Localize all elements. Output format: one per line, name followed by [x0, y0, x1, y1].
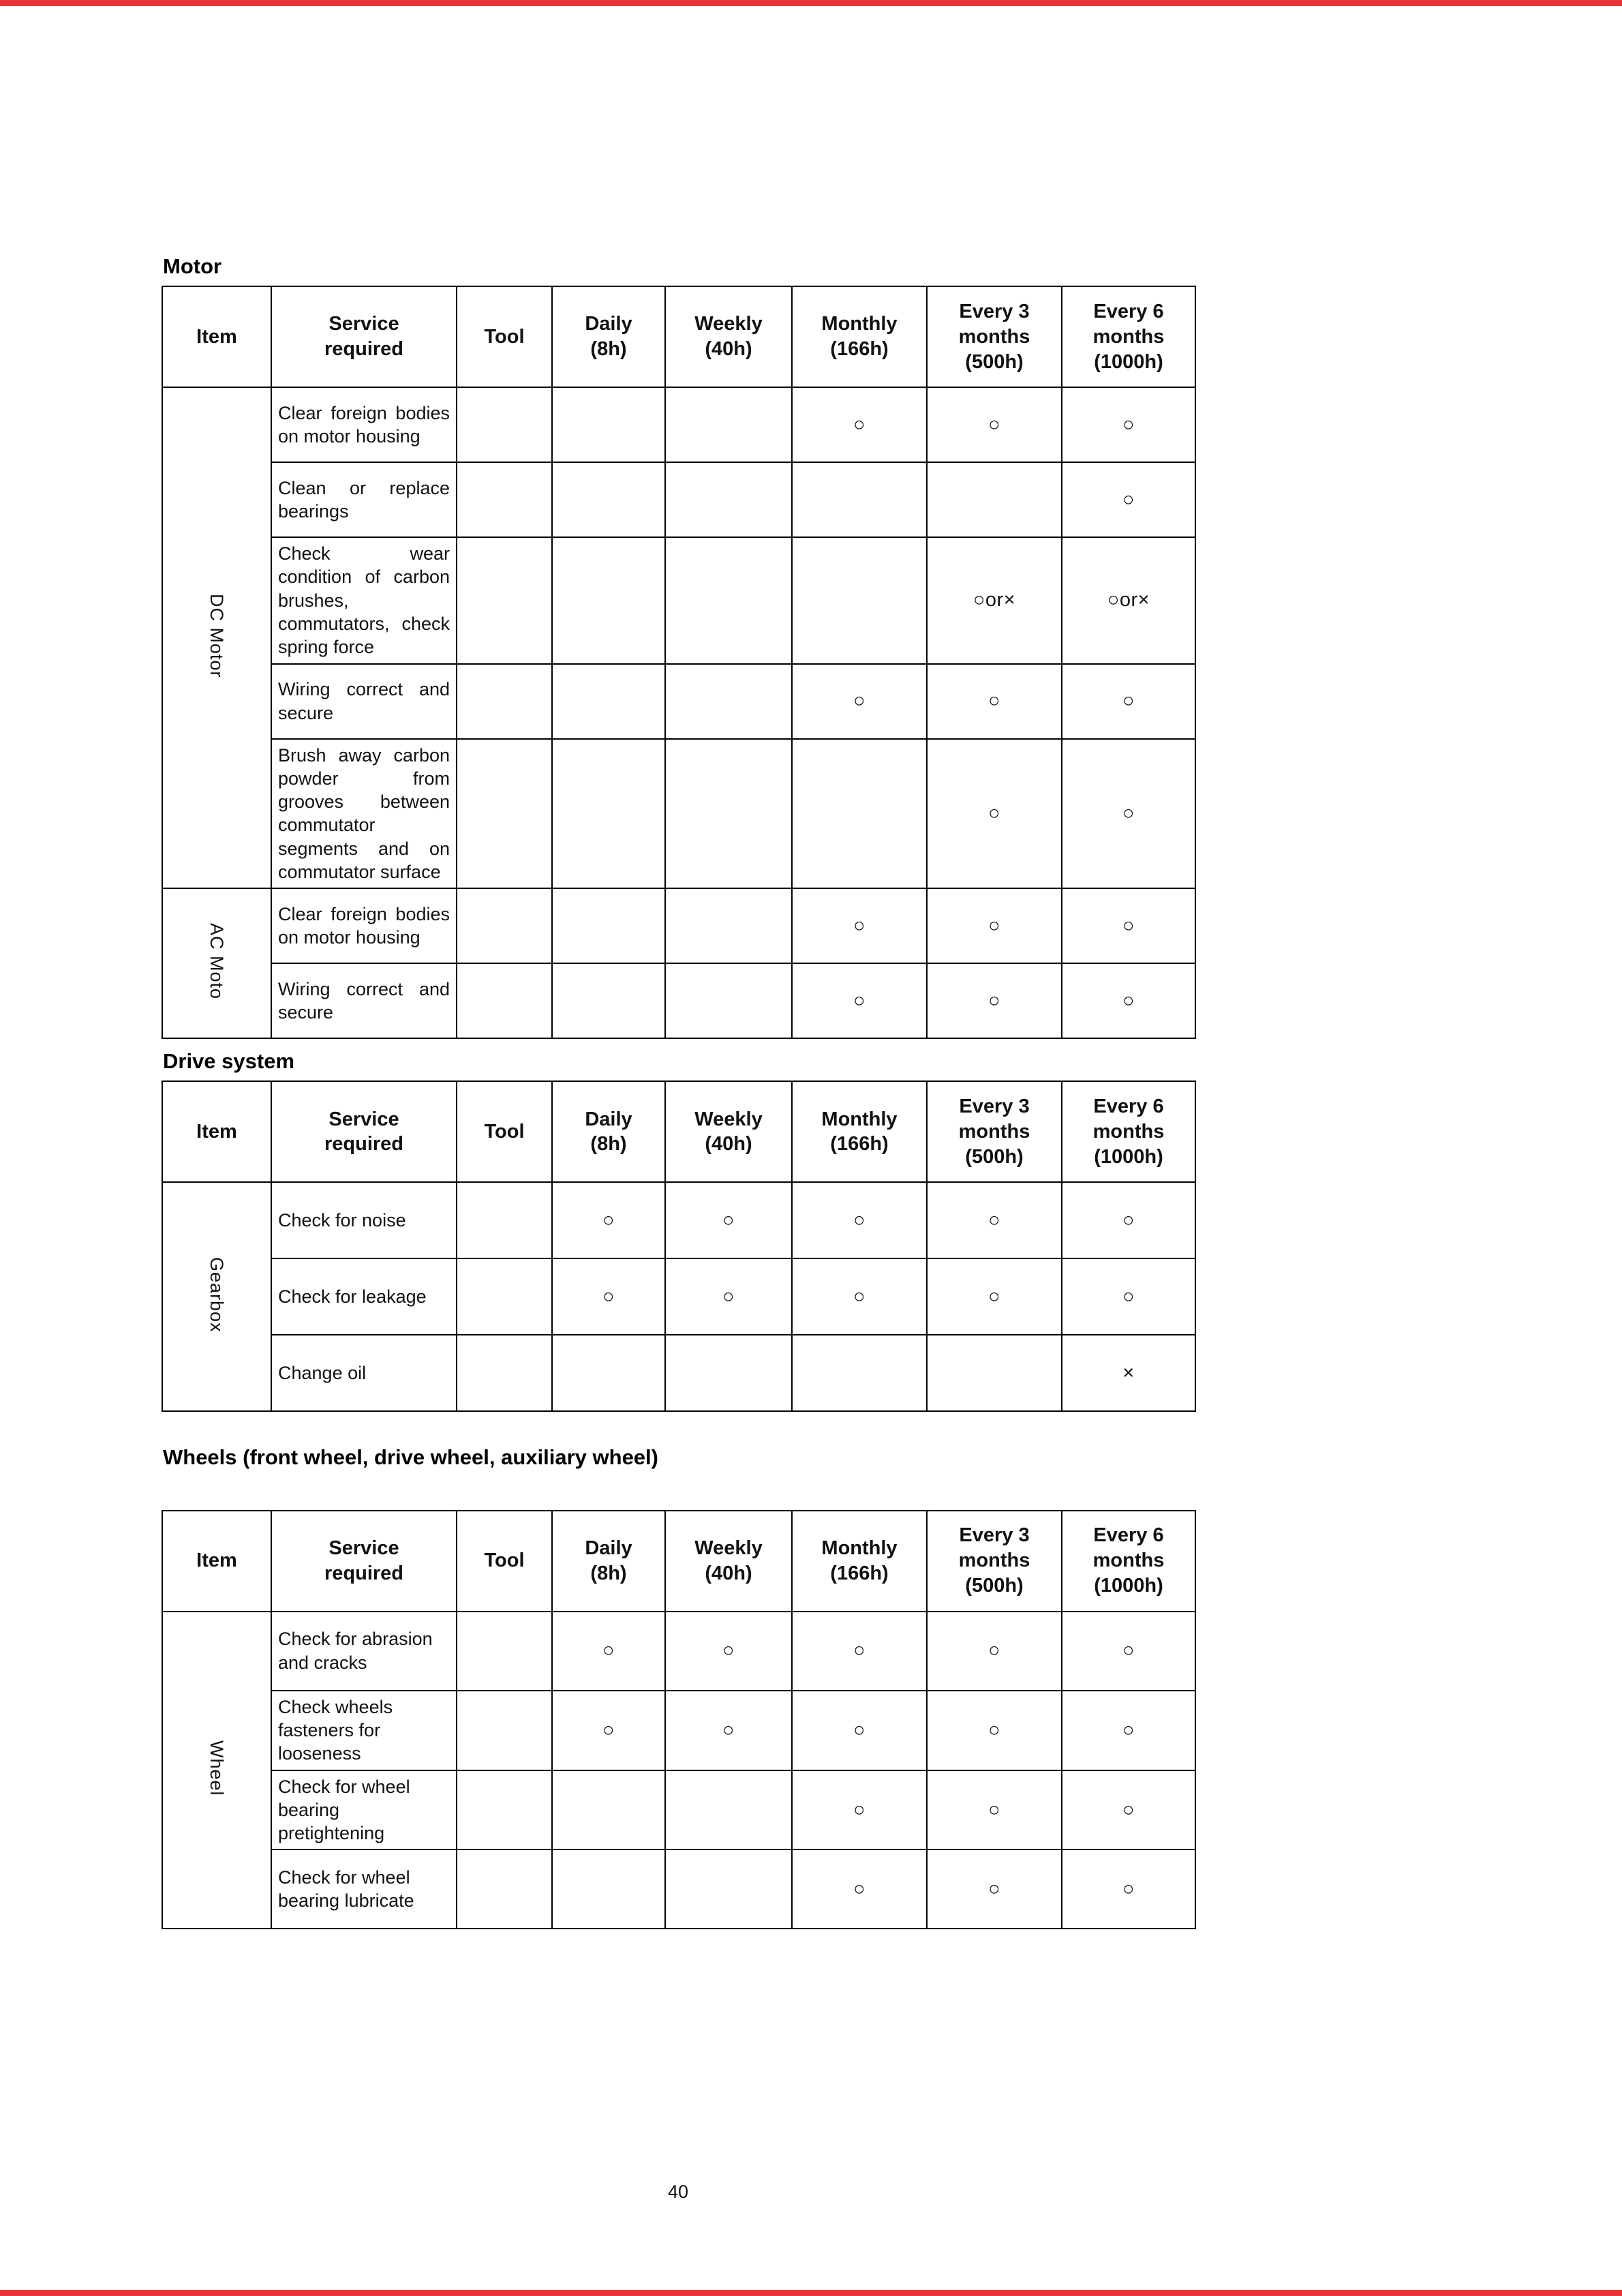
interval-mark-cell: ○: [1062, 1849, 1195, 1929]
interval-mark-cell: ○: [665, 1612, 792, 1691]
interval-empty-cell: [552, 462, 665, 537]
table-row: [162, 462, 1195, 537]
interval-empty-cell: [792, 537, 927, 663]
tool-cell: [457, 1182, 552, 1258]
section-wheels: [162, 1445, 1195, 1929]
maintenance-table-motor: [162, 286, 1196, 1039]
interval-empty-cell: [665, 462, 792, 537]
column-header-5: Monthly (166h): [792, 1081, 927, 1182]
table-row: [162, 1612, 1195, 1691]
item-group-cell: [162, 1612, 271, 1929]
interval-mark-cell: ○: [927, 1849, 1062, 1929]
interval-mark-cell: ○: [1062, 387, 1195, 462]
column-header-2: Tool: [457, 1081, 552, 1182]
column-header-2: Tool: [457, 1511, 552, 1612]
column-header-7: Every 6 months (1000h): [1062, 1081, 1195, 1182]
column-header-5: Monthly (166h): [792, 286, 927, 387]
interval-mark-cell: ○: [927, 387, 1062, 462]
tool-cell: [457, 739, 552, 889]
column-header-6: Every 3 months (500h): [927, 286, 1062, 387]
service-required-cell: Change oil: [271, 1335, 457, 1411]
interval-empty-cell: [665, 664, 792, 739]
column-header-6: Every 3 months (500h): [927, 1081, 1062, 1182]
interval-mark-cell: ○: [792, 387, 927, 462]
column-header-7: Every 6 months (1000h): [1062, 286, 1195, 387]
column-header-1: Service required: [271, 1511, 457, 1612]
interval-empty-cell: [665, 387, 792, 462]
table-row: [162, 1258, 1195, 1335]
column-header-1: Service required: [271, 286, 457, 387]
interval-empty-cell: [552, 1335, 665, 1411]
service-required-cell: Check wear condition of carbon brushes, commutators, check spring force: [271, 537, 457, 663]
interval-empty-cell: [665, 888, 792, 963]
interval-mark-cell: ○: [927, 963, 1062, 1038]
column-header-2: Tool: [457, 286, 552, 387]
section-title-wheels: Wheels (front wheel, drive wheel, auxiliary wheel): [163, 1445, 658, 1470]
column-header-5: Monthly (166h): [792, 1511, 927, 1612]
interval-mark-cell: ○: [792, 1691, 927, 1770]
service-required-cell: Wiring correct and secure: [271, 963, 457, 1038]
item-group-label: Wheel: [206, 1740, 228, 1796]
interval-mark-cell: ○: [927, 1691, 1062, 1770]
header-row: [162, 1081, 1195, 1182]
table-row: [162, 963, 1195, 1038]
interval-mark-cell: ○: [552, 1691, 665, 1770]
page-number: 40: [667, 2181, 689, 2202]
page-bottom-red-strip: [0, 2290, 1622, 2296]
table-row: [162, 1182, 1195, 1258]
column-header-6: Every 3 months (500h): [927, 1511, 1062, 1612]
interval-mark-cell: ○: [792, 888, 927, 963]
item-group-label: AC Moto: [206, 923, 228, 1000]
interval-mark-cell: ○: [1062, 739, 1195, 889]
tool-cell: [457, 1335, 552, 1411]
interval-empty-cell: [552, 963, 665, 1038]
interval-mark-cell: ○: [927, 664, 1062, 739]
interval-empty-cell: [552, 1770, 665, 1850]
tool-cell: [457, 537, 552, 663]
item-group-cell: [162, 1182, 271, 1411]
interval-mark-cell: ○: [792, 1182, 927, 1258]
section-title-drive-system: Drive system: [163, 1049, 295, 1074]
interval-mark-cell: ○: [927, 739, 1062, 889]
column-header-3: Daily (8h): [552, 1081, 665, 1182]
interval-mark-cell: ○: [552, 1258, 665, 1335]
column-header-4: Weekly (40h): [665, 1081, 792, 1182]
interval-empty-cell: [665, 1335, 792, 1411]
interval-empty-cell: [927, 1335, 1062, 1411]
interval-empty-cell: [665, 739, 792, 889]
interval-mark-cell: ○: [927, 1612, 1062, 1691]
section-drive-system: [162, 1048, 1195, 1412]
interval-empty-cell: [665, 963, 792, 1038]
table-row: [162, 1335, 1195, 1411]
header-row: [162, 286, 1195, 387]
table-row: [162, 387, 1195, 462]
item-group-label: Gearbox: [206, 1257, 228, 1333]
tool-cell: [457, 1770, 552, 1850]
interval-empty-cell: [665, 537, 792, 663]
interval-mark-cell: ○: [792, 1612, 927, 1691]
item-group-cell: [162, 387, 271, 888]
table-row: [162, 1770, 1195, 1850]
maintenance-table-wheels: [162, 1510, 1196, 1930]
interval-mark-cell: ○: [792, 664, 927, 739]
interval-mark-cell: ○: [927, 1258, 1062, 1335]
column-header-0: Item: [162, 1081, 271, 1182]
interval-empty-cell: [552, 664, 665, 739]
service-required-cell: Wiring correct and secure: [271, 664, 457, 739]
interval-mark-cell: ○: [927, 1182, 1062, 1258]
interval-mark-cell: ○: [1062, 963, 1195, 1038]
interval-mark-cell: ○: [665, 1182, 792, 1258]
interval-mark-cell: ○: [792, 1258, 927, 1335]
service-required-cell: Check for abrasion and cracks: [271, 1612, 457, 1691]
service-required-cell: Check for noise: [271, 1182, 457, 1258]
interval-empty-cell: [552, 739, 665, 889]
interval-mark-cell: ×: [1062, 1335, 1195, 1411]
interval-empty-cell: [792, 739, 927, 889]
interval-empty-cell: [927, 462, 1062, 537]
interval-empty-cell: [665, 1849, 792, 1929]
interval-mark-cell: ○or×: [927, 537, 1062, 663]
interval-mark-cell: ○: [665, 1258, 792, 1335]
interval-mark-cell: ○: [552, 1182, 665, 1258]
interval-mark-cell: ○: [792, 963, 927, 1038]
section-motor: [162, 254, 1195, 1039]
tool-cell: [457, 1258, 552, 1335]
item-group-cell: [162, 888, 271, 1038]
table-row: [162, 537, 1195, 663]
service-required-cell: Clear foreign bodies on motor housing: [271, 888, 457, 963]
service-required-cell: Brush away carbon powder from grooves between commutator segments and on commutator surface: [271, 739, 457, 889]
interval-mark-cell: ○: [792, 1849, 927, 1929]
service-required-cell: Check for wheel bearing lubricate: [271, 1849, 457, 1929]
column-header-4: Weekly (40h): [665, 1511, 792, 1612]
service-required-cell: Clean or replace bearings: [271, 462, 457, 537]
maintenance-table-drive-system: [162, 1081, 1196, 1412]
column-header-1: Service required: [271, 1081, 457, 1182]
interval-empty-cell: [665, 1770, 792, 1850]
interval-mark-cell: ○: [552, 1612, 665, 1691]
item-group-label: DC Motor: [206, 593, 228, 678]
column-header-0: Item: [162, 1511, 271, 1612]
page-content: [162, 254, 1195, 1929]
interval-mark-cell: ○: [1062, 1770, 1195, 1850]
tool-cell: [457, 888, 552, 963]
service-required-cell: Check for wheel bearing pretightening: [271, 1770, 457, 1850]
column-header-4: Weekly (40h): [665, 286, 792, 387]
column-header-3: Daily (8h): [552, 1511, 665, 1612]
interval-mark-cell: ○: [1062, 462, 1195, 537]
interval-empty-cell: [552, 888, 665, 963]
interval-empty-cell: [552, 1849, 665, 1929]
interval-mark-cell: ○: [1062, 1258, 1195, 1335]
tool-cell: [457, 664, 552, 739]
tool-cell: [457, 387, 552, 462]
header-row: [162, 1511, 1195, 1612]
column-header-7: Every 6 months (1000h): [1062, 1511, 1195, 1612]
interval-mark-cell: ○: [1062, 1691, 1195, 1770]
column-header-3: Daily (8h): [552, 286, 665, 387]
sections-host: [162, 254, 1195, 1929]
table-row: [162, 1691, 1195, 1770]
interval-mark-cell: ○: [792, 1770, 927, 1850]
section-title-motor: Motor: [163, 254, 222, 278]
interval-mark-cell: ○: [1062, 1612, 1195, 1691]
tool-cell: [457, 1849, 552, 1929]
table-row: [162, 1849, 1195, 1929]
tool-cell: [457, 1691, 552, 1770]
interval-mark-cell: ○: [1062, 888, 1195, 963]
interval-mark-cell: ○: [1062, 664, 1195, 739]
interval-empty-cell: [552, 387, 665, 462]
service-required-cell: Check wheels fasteners for looseness: [271, 1691, 457, 1770]
column-header-0: Item: [162, 286, 271, 387]
interval-empty-cell: [552, 537, 665, 663]
page-top-red-strip: [0, 0, 1622, 6]
interval-mark-cell: ○: [665, 1691, 792, 1770]
service-required-cell: Check for leakage: [271, 1258, 457, 1335]
table-row: [162, 739, 1195, 889]
table-row: [162, 664, 1195, 739]
tool-cell: [457, 1612, 552, 1691]
interval-mark-cell: ○or×: [1062, 537, 1195, 663]
interval-mark-cell: ○: [1062, 1182, 1195, 1258]
service-required-cell: Clear foreign bodies on motor housing: [271, 387, 457, 462]
interval-empty-cell: [792, 462, 927, 537]
table-row: [162, 888, 1195, 963]
tool-cell: [457, 462, 552, 537]
interval-empty-cell: [792, 1335, 927, 1411]
interval-mark-cell: ○: [927, 888, 1062, 963]
tool-cell: [457, 963, 552, 1038]
interval-mark-cell: ○: [927, 1770, 1062, 1850]
